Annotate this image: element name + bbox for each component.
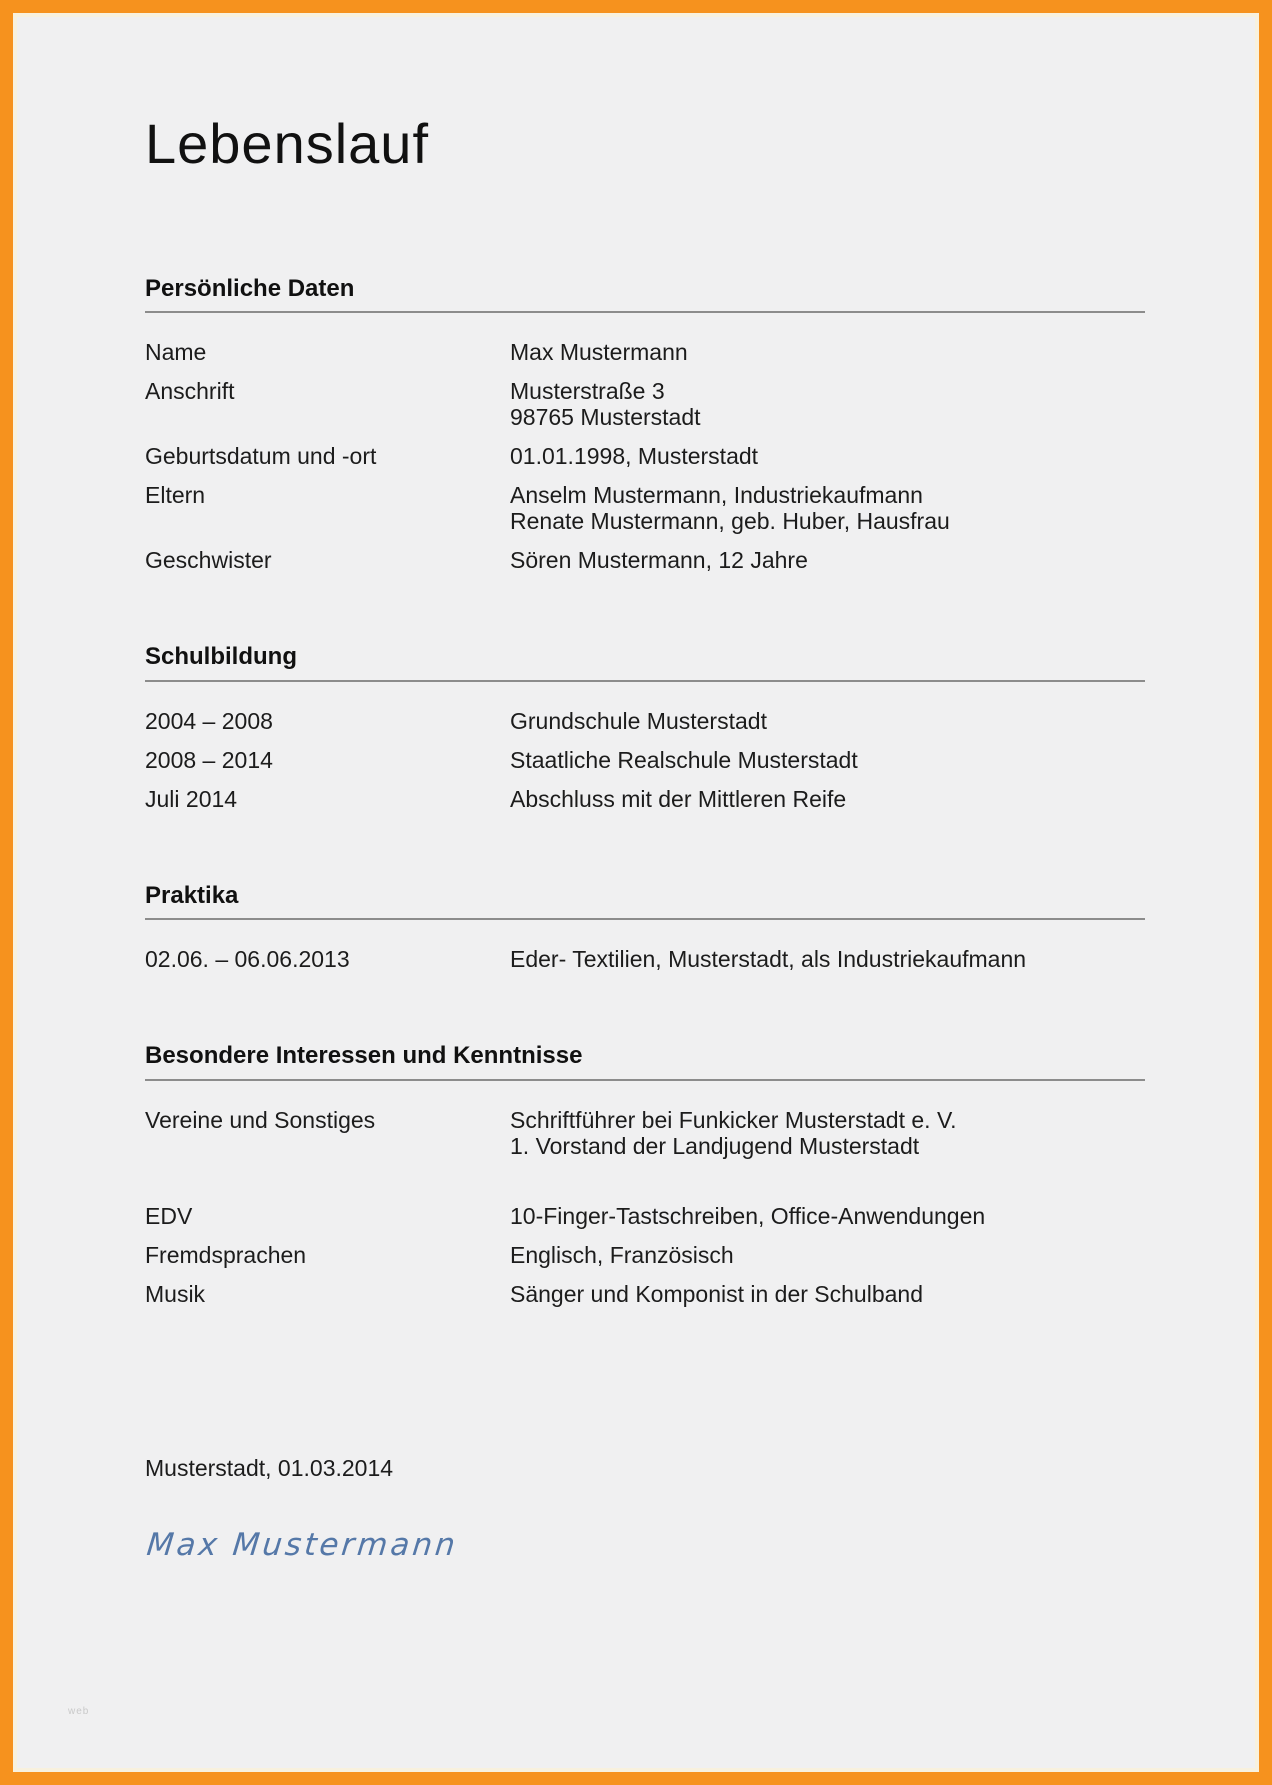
section-personal-data — [145, 275, 1145, 574]
place-date: Musterstadt, 01.03.2014 — [145, 1454, 394, 1481]
row-value — [510, 708, 1145, 734]
section-interests-skills — [145, 1042, 1145, 1307]
table-row — [145, 946, 1145, 972]
row-label: Anschrift — [145, 378, 235, 405]
table-row — [145, 482, 1145, 534]
table-row — [145, 1242, 1145, 1268]
row-value — [510, 1203, 1145, 1229]
section-heading: Besondere Interessen und Kenntnisse — [145, 1042, 583, 1070]
section-heading: Praktika — [145, 881, 239, 909]
row-label: Geschwister — [145, 547, 272, 574]
section-divider — [145, 311, 1145, 313]
table-row — [145, 1281, 1145, 1307]
table-row — [145, 1203, 1145, 1229]
value-line: Staatliche Realschule Musterstadt — [510, 746, 858, 773]
signature: Max Mustermann — [145, 1526, 460, 1563]
value-line: Eder- Textilien, Musterstadt, als Industriekaufmann — [510, 946, 1027, 973]
row-label: 2008 – 2014 — [145, 746, 273, 773]
value-line: 01.01.1998, Musterstadt — [510, 443, 759, 470]
section-divider — [145, 680, 1145, 682]
value-line: 98765 Musterstadt — [510, 404, 701, 431]
row-value — [510, 482, 1145, 534]
value-line: Anselm Mustermann, Industriekaufmann — [510, 482, 923, 509]
value-line: Grundschule Musterstadt — [510, 707, 767, 734]
value-line: Renate Mustermann, geb. Huber, Hausfrau — [510, 508, 950, 535]
footer-block — [145, 1455, 1145, 1563]
table-row — [145, 443, 1145, 469]
row-value — [510, 443, 1145, 469]
section-rows — [145, 1107, 1145, 1307]
table-row — [145, 378, 1145, 430]
row-label: 2004 – 2008 — [145, 707, 273, 734]
value-line: Sänger und Komponist in der Schulband — [510, 1280, 924, 1307]
row-label: Musik — [145, 1280, 206, 1307]
value-line: 1. Vorstand der Landjugend Musterstadt — [510, 1132, 920, 1159]
row-label: Juli 2014 — [145, 785, 238, 812]
row-value — [510, 339, 1145, 365]
value-line: Musterstraße 3 — [510, 378, 665, 405]
table-row — [145, 786, 1145, 812]
table-row — [145, 747, 1145, 773]
table-row — [145, 339, 1145, 365]
value-line: Schriftführer bei Funkicker Musterstadt e. V. — [510, 1106, 957, 1133]
section-education — [145, 643, 1145, 812]
value-line: Englisch, Französisch — [510, 1241, 734, 1268]
section-rows — [145, 339, 1145, 573]
row-label: Eltern — [145, 482, 206, 509]
row-label: EDV — [145, 1202, 193, 1229]
value-line: 10-Finger-Tastschreiben, Office-Anwendungen — [510, 1202, 986, 1229]
value-line: Abschluss mit der Mittleren Reife — [510, 785, 847, 812]
row-value — [510, 747, 1145, 773]
row-value — [510, 786, 1145, 812]
table-row — [145, 1107, 1145, 1159]
row-label: Name — [145, 339, 207, 366]
section-heading: Schulbildung — [145, 643, 297, 671]
row-value — [510, 378, 1145, 430]
row-label: Geburtsdatum und -ort — [145, 443, 377, 470]
section-internships — [145, 882, 1145, 973]
section-divider — [145, 918, 1145, 920]
table-row — [145, 708, 1145, 734]
value-line: Max Mustermann — [510, 339, 688, 366]
row-value — [510, 946, 1145, 972]
row-value — [510, 1242, 1145, 1268]
section-heading: Persönliche Daten — [145, 274, 355, 302]
page-title: Lebenslauf — [145, 112, 430, 175]
value-line: Sören Mustermann, 12 Jahre — [510, 547, 808, 574]
section-rows — [145, 946, 1145, 972]
row-value — [510, 1281, 1145, 1307]
table-row — [145, 547, 1145, 573]
row-label: Fremdsprachen — [145, 1241, 307, 1268]
section-rows — [145, 708, 1145, 812]
row-label: 02.06. – 06.06.2013 — [145, 946, 350, 973]
row-value — [510, 1107, 1145, 1159]
watermark: web — [68, 1706, 90, 1717]
row-label: Vereine und Sonstiges — [145, 1106, 376, 1133]
resume-content — [13, 113, 1259, 1563]
section-divider — [145, 1079, 1145, 1081]
row-value — [510, 547, 1145, 573]
